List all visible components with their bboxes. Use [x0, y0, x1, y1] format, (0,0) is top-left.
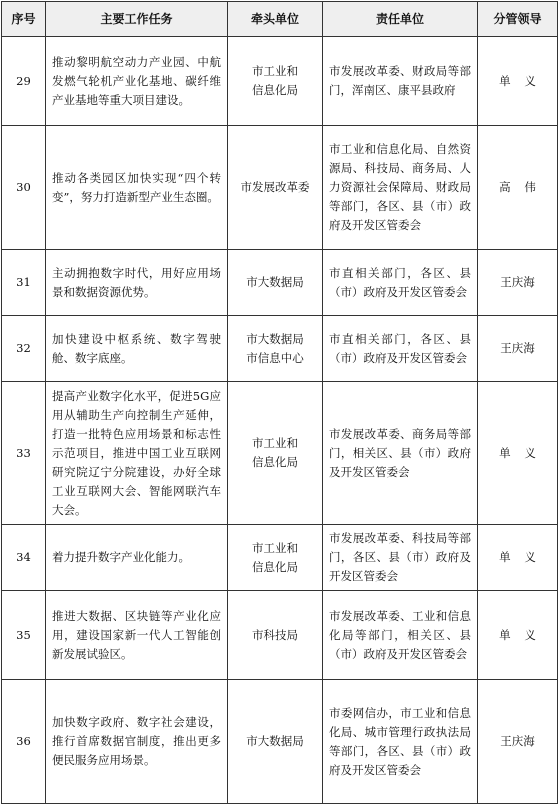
row-number: 33: [2, 382, 46, 525]
row-number: 34: [2, 525, 46, 591]
row-resp-unit: 市发展改革委、科技局等部门，各区、县（市）政府及开发区管委会: [323, 525, 478, 591]
row-resp-unit: 市发展改革委、商务局等部门，相关区、县（市）政府及开发区管委会: [323, 382, 478, 525]
row-number: 31: [2, 250, 46, 316]
row-lead-unit: 市工业和 信息化局: [228, 382, 323, 525]
row-task: 加快建设中枢系统、数字驾驶舱、数字底座。: [46, 316, 228, 382]
row-resp-unit: 市发展改革委、财政局等部门，浑南区、康平县政府: [323, 37, 478, 126]
row-leader: 王庆海: [478, 680, 558, 804]
row-leader: 单义: [478, 525, 558, 591]
row-leader: 单义: [478, 591, 558, 680]
row-number: 29: [2, 37, 46, 126]
table-row: [2, 126, 558, 250]
table-row: [2, 591, 558, 680]
table-row: [2, 525, 558, 591]
header-no: 序号: [2, 2, 46, 37]
row-lead-unit: 市科技局: [228, 591, 323, 680]
row-task: 推动黎明航空动力产业园、中航发燃气轮机产业化基地、碳纤维产业基地等重大项目建设。: [46, 37, 228, 126]
table-row: [2, 250, 558, 316]
header-leader: 分管领导: [478, 2, 558, 37]
row-lead-unit: 市大数据局: [228, 250, 323, 316]
row-leader: 王庆海: [478, 316, 558, 382]
row-lead-unit: 市大数据局 市信息中心: [228, 316, 323, 382]
row-task: 推动各类园区加快实现“四个转变”，努力打造新型产业生态圈。: [46, 126, 228, 250]
table-row: [2, 37, 558, 126]
row-leader: 单义: [478, 382, 558, 525]
table-row: [2, 316, 558, 382]
row-number: 30: [2, 126, 46, 250]
row-task: 提高产业数字化水平，促进5G应用从辅助生产向控制生产延伸，打造一批特色应用场景和标志性示范项目，推进中国工业互联网研究院辽宁分院建设，办好全球工业互联网大会、智能网联汽车大会。: [46, 382, 228, 525]
row-task: 加快数字政府、数字社会建设，推行首席数据官制度，推出更多便民服务应用场景。: [46, 680, 228, 804]
row-lead-unit: 市工业和 信息化局: [228, 525, 323, 591]
row-task: 主动拥抱数字时代，用好应用场景和数据资源优势。: [46, 250, 228, 316]
row-resp-unit: 市直相关部门，各区、县（市）政府及开发区管委会: [323, 316, 478, 382]
row-leader: 单义: [478, 37, 558, 126]
row-resp-unit: 市发展改革委、工业和信息化局等部门，相关区、县（市）政府及开发区管委会: [323, 591, 478, 680]
row-number: 35: [2, 591, 46, 680]
row-resp-unit: 市直相关部门，各区、县（市）政府及开发区管委会: [323, 250, 478, 316]
table-row: [2, 382, 558, 525]
row-lead-unit: 市大数据局: [228, 680, 323, 804]
row-resp-unit: 市委网信办，市工业和信息化局、城市管理行政执法局等部门，各区、县（市）政府及开发区管委会: [323, 680, 478, 804]
row-number: 32: [2, 316, 46, 382]
header-task: 主要工作任务: [46, 2, 228, 37]
header-row: [2, 2, 558, 37]
row-lead-unit: 市工业和 信息化局: [228, 37, 323, 126]
row-resp-unit: 市工业和信息化局、自然资源局、科技局、商务局、人力资源社会保障局、财政局等部门，各区、县（市）政府及开发区管委会: [323, 126, 478, 250]
row-leader: 高伟: [478, 126, 558, 250]
row-task: 推进大数据、区块链等产业化应用，建设国家新一代人工智能创新发展试验区。: [46, 591, 228, 680]
row-number: 36: [2, 680, 46, 804]
row-task: 着力提升数字产业化能力。: [46, 525, 228, 591]
header-lead-unit: 牵头单位: [228, 2, 323, 37]
task-table: [1, 1, 558, 804]
table-row: [2, 680, 558, 804]
row-leader: 王庆海: [478, 250, 558, 316]
header-resp-unit: 责任单位: [323, 2, 478, 37]
row-lead-unit: 市发展改革委: [228, 126, 323, 250]
